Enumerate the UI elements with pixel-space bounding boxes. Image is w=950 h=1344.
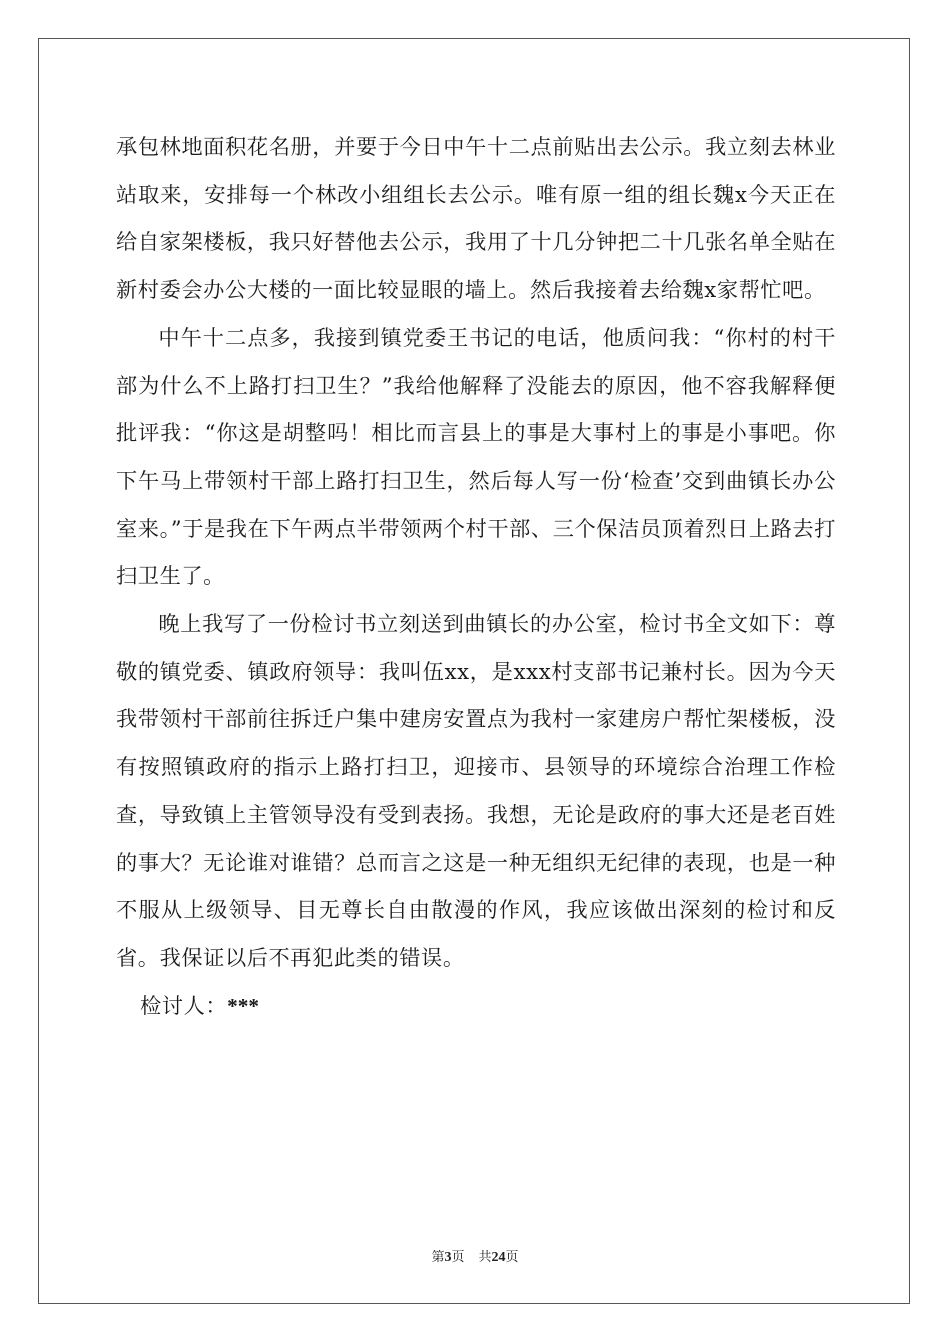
page-footer xyxy=(0,1246,950,1266)
paragraph-1: 承包林地面积花名册，并要于今日中午十二点前贴出去公示。我立刻去林业站取来，安排每一个林改小组组长去公示。唯有原一组的组长魏x今天正在给自家架楼板，我只好替他去公示，我用了十几分钟把二十几张名单全贴在新村委会办公大楼的一面比较显眼的墙上。然后我接着去给魏x家帮忙吧。 xyxy=(116,134,836,303)
signature-name: *** xyxy=(227,993,259,1018)
page-number: 3 xyxy=(444,1250,452,1265)
page-prefix: 第 xyxy=(431,1250,445,1265)
paragraph-3: 晚上我写了一份检讨书立刻送到曲镇长的办公室，检讨书全文如下：尊敬的镇党委、镇政府领导：我叫伍xx，是xxx村支部书记兼村长。因为今天我带领村干部前往拆迁户集中建房安置点为我村一家建房户帮忙架楼板，没有按照镇政府的指示上路打扫卫，迎接市、县领导的环境综合治理工作检查，导致镇上主管领导没有受到表扬。我想，无论是政府的事大还是老百姓的事大？无论谁对谁错？总而言之这是一种无组织无纪律的表现，也是一种不服从上级领导、目无尊长自由散漫的作风，我应该做出深刻的检讨和反省。我保证以后不再犯此类的错误。 xyxy=(116,611,836,970)
signature-line xyxy=(116,982,836,1031)
total-prefix: 共 xyxy=(478,1250,492,1265)
page-suffix: 页 xyxy=(451,1250,465,1265)
signature-label: 检讨人： xyxy=(140,992,228,1018)
paragraph-2: 中午十二点多，我接到镇党委王书记的电话，他质问我：“你村的村干部为什么不上路打扫卫生？”我给他解释了没能去的原因，他不容我解释便批评我：“你这是胡整吗！相比而言县上的事是大事村上的事是小事吧。你下午马上带领村干部上路打扫卫生，然后每人写一份‘检查’交到曲镇长办公室来。”于是我在下午两点半带领两个村干部、三个保洁员顶着烈日上路去打扫卫生了。 xyxy=(116,324,836,589)
total-pages: 24 xyxy=(491,1250,506,1265)
total-suffix: 页 xyxy=(505,1250,519,1265)
document-body xyxy=(116,123,836,1030)
